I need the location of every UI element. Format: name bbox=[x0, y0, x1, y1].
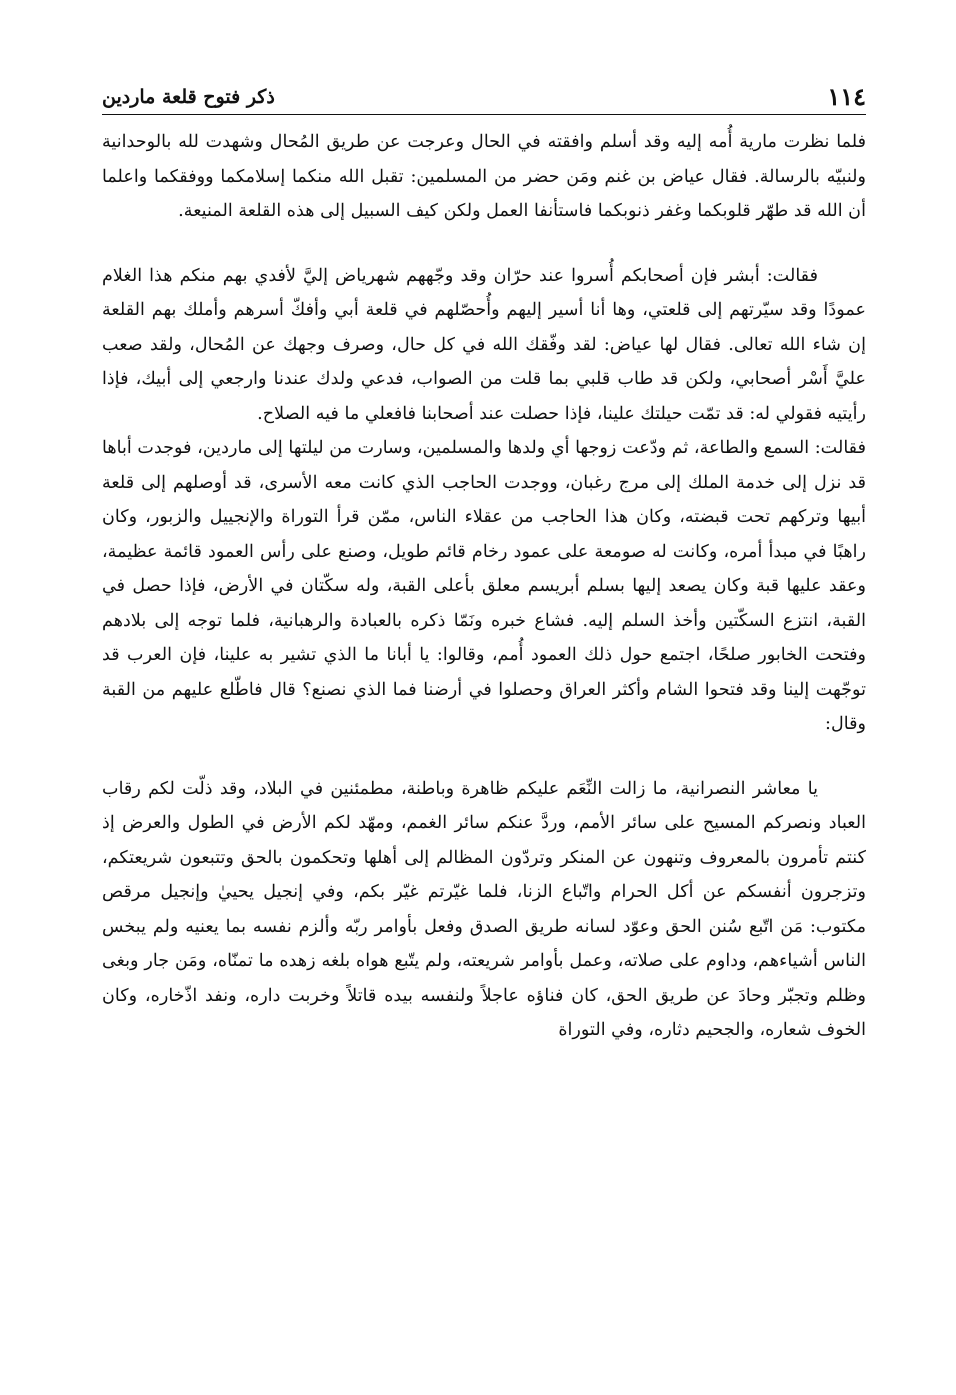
running-title: ذكر فتوح قلعة ماردين bbox=[102, 86, 275, 108]
paragraph-2: فقالت: أبشر فإن أصحابكم أُسروا عند حرّان وقد وجّههم شهرياض إليَّ لأفدي بهم منكم هذا الغلام عمودًا وقد سيّرتهم إلى قلعتي، وها أنا أسير إليهم وأُحصّلهم في قلعة أبي وأفكّ أسرهم وأملك بهم القلعة إن شاء الله تعالى. فقال لها عياض: لقد وفّقك الله في كل حال، وصرف وجهك عن المُحال، ولقد صعب عليَّ أَسْر أصحابي، ولكن قد طاب قلبي بما قلت من الصواب، فدعي ولدك عندنا وارجعي إلى أبيك، فإذا رأيتيه فقولي له: قد تمّت حيلتك علينا، فإذا حصلت عند أصحابنا فافعلي ما فيه الصلاح. bbox=[102, 265, 866, 424]
page-number: ١١٤ bbox=[827, 82, 866, 111]
paragraph-4: يا معاشر النصرانية، ما زالت النِّعَم عليكم ظاهرة وباطنة، مطمئنين في البلاد، وقد ذلّت لكم رقاب العباد ونصركم المسيح على سائر الأمم، وردَّ عنكم سائر الغمم، ومهّد لكم الأرض في الطول والعرض إذ كنتم تأمرون بالمعروف وتنهون عن المنكر وتردّون المظالم إلى أهلها وتحكمون بالحق وتتبعون شريعتكم، وتزجرون أنفسكم عن أكل الحرام واتّباع الزنا، فلما غيّرتم غيّر بكم، وفي إنجيل يحييٰ وإنجيل مرقص مكتوب: مَن اتّبع سُنن الحق وعوّد لسانه طريق الصدق وفعل بأوامر ربّه وألزم نفسه بما يعنيه ولم يبخس الناس أشياءهم، وداوم على صلاته، وعمل بأوامر شريعته، ولم يتّبع هواه بلغه زهده ما تمنّاه، ومَن جار وبغى وظلم وتجبّر وحادَ عن طريق الحق، كان فناؤه عاجلاً ولنفسه بيده قاتلاً وخربت داره، ونفد اذّخاره، وكان الخوف شعاره، والجحيم دثاره، وفي التوراة bbox=[102, 778, 866, 1040]
paragraph-1: فلما نظرت مارية أُمه إليه وقد أسلم وافقته في الحال وعرجت عن طريق المُحال وشهدت لله بالوحدانية ولنبيّه بالرسالة. فقال عياض بن غنم ومَن حضر من المسلمين: تقبل الله منكما إسلامكما ووفقكما واعلما أن الله قد طهّر قلوبكما وغفر ذنوبكما فاستأنفا العمل ولكن كيف السبيل إلى هذه القلعة المنيعة. bbox=[102, 132, 866, 221]
paragraph-3: فقالت: السمع والطاعة، ثم ودّعت زوجها أي ولدها والمسلمين، وسارت من ليلتها إلى ماردين، فوجدت أباها قد نزل إلى خدمة الملك إلى مرج رغبان، ووجدت الحاجب الذي كانت معه الأسرى، قد أوصلهم إلى قلعة أبيها وتركهم تحت قبضته، وكان هذا الحاجب من عقلاء الناس، ممّن قرأ التوراة والإنجييل والزبور، وكان راهبًا في مبدأ أمره، وكانت له صومعة على عمود رخام قائم طويل، وصنع على رأس العمود قائمة عظيمة، وعقد عليها قبة وكان يصعد إليها بسلم أبريسم معلق بأعلى القبة، وله سكّتان في الأرض، فإذا حصل في القبة، انتزع السكّتين وأخذ السلم إليه. فشاع خبره ونَمّا ذكره بالعبادة والرهبانية، فلما توجه إلى بلادهم وفتحت الخابور صلحًا، اجتمع حول ذلك العمود أُمم، وقالوا: يا أبانا ما الذي تشير به علينا، فإن العرب قد توجّهت إلينا وقد فتحوا الشام وأكثر العراق وحصلوا في أرضنا فما الذي نصنع؟ قال فاطّلع عليهم من القبة وقال: bbox=[102, 438, 866, 734]
page-header bbox=[102, 82, 866, 115]
page-body bbox=[102, 125, 866, 1048]
